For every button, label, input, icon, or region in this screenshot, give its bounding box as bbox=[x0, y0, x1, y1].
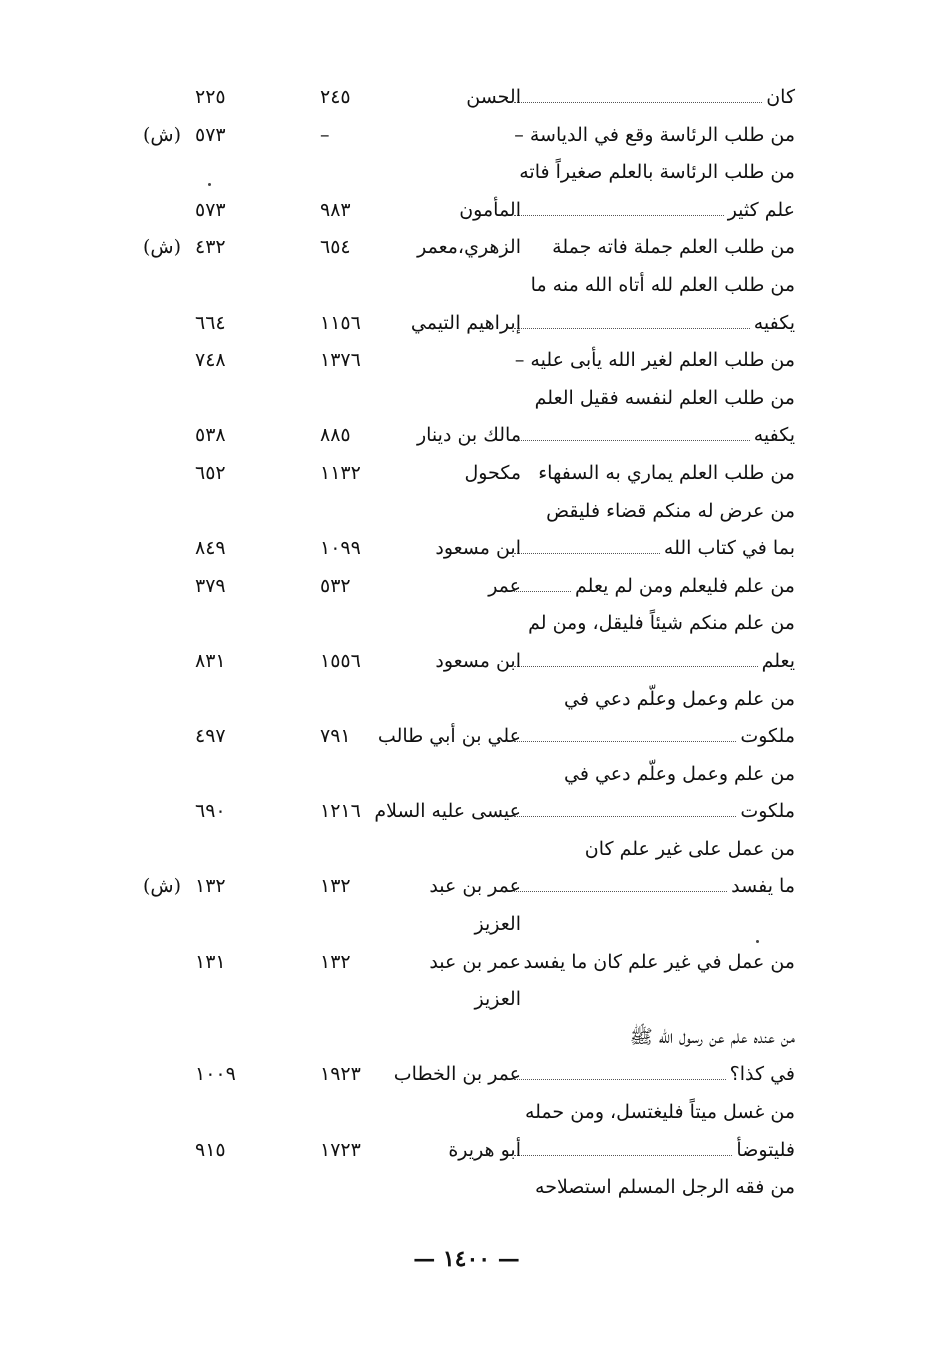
index-row bbox=[0, 719, 933, 757]
entry-phrase: من علم وعمل وعلّم دعي في bbox=[564, 687, 795, 710]
entry-number-primary: ٨٨٥ bbox=[320, 424, 351, 447]
entry-number-primary: ١٣٢ bbox=[320, 950, 351, 973]
entry-number-secondary: ٤٩٧ bbox=[195, 725, 226, 748]
entry-number-secondary: ٨٣١ bbox=[195, 649, 226, 672]
entry-phrase-text: بما في كتاب الله bbox=[663, 537, 795, 560]
entry-number-secondary: ٧٤٨ bbox=[195, 349, 226, 372]
entry-phrase-text: يكفيه bbox=[753, 311, 795, 334]
entry-number-secondary: ٣٧٩ bbox=[195, 574, 226, 597]
entry-phrase: من عرض له منكم قضاء فليقض bbox=[546, 499, 795, 522]
entry-phrase: من طلب الرئاسة وقع في الدياسة – bbox=[514, 123, 795, 146]
entry-number-secondary: ٦٩٠ bbox=[195, 800, 226, 823]
entry-number-secondary: ٢٢٥ bbox=[195, 86, 226, 108]
entry-phrase: من عمل على غير علم كان bbox=[584, 837, 795, 860]
entry-phrase-text: ما يفسد bbox=[731, 875, 795, 898]
entry-phrase bbox=[510, 1137, 795, 1163]
entry-phrase bbox=[510, 422, 795, 448]
entry-number-secondary: ٥٧٣ bbox=[195, 123, 226, 146]
entry-phrase: من طلب العلم لنفسه فقيل العلم bbox=[534, 386, 795, 409]
entry-phrase bbox=[510, 723, 795, 749]
index-row bbox=[0, 456, 933, 494]
page-speck bbox=[756, 940, 759, 943]
entry-phrase bbox=[510, 873, 795, 899]
index-entries bbox=[0, 80, 933, 1208]
entry-narrator: عمر بن الخطاب bbox=[393, 1063, 521, 1086]
entry-number-primary: ٦٥٤ bbox=[320, 236, 351, 259]
dotted-leader bbox=[514, 875, 727, 892]
entry-phrase bbox=[510, 1061, 795, 1087]
entry-number-secondary: ٦٦٤ bbox=[195, 311, 226, 334]
entry-phrase-text: ملكوت bbox=[740, 800, 795, 823]
entry-phrase-text: يكفيه bbox=[753, 424, 795, 447]
index-row bbox=[0, 1170, 933, 1208]
entry-number-secondary: ٦٥٢ bbox=[195, 461, 226, 484]
entry-number-primary: ١٣٧٦ bbox=[320, 349, 361, 372]
index-row bbox=[0, 1057, 933, 1095]
index-row bbox=[0, 80, 933, 118]
page-number: — ١٤٠٠ — bbox=[413, 1246, 520, 1272]
entry-phrase-text: علم كثير bbox=[727, 198, 795, 221]
index-row bbox=[0, 155, 933, 193]
entry-phrase-text: يعلم bbox=[761, 649, 795, 672]
entry-number-secondary: ٨٤٩ bbox=[195, 537, 226, 560]
dotted-leader bbox=[514, 86, 762, 103]
entry-number-primary: ٧٩١ bbox=[320, 725, 351, 748]
entry-phrase: من طلب الرئاسة بالعلم صغيراً فاته bbox=[519, 161, 795, 184]
entry-phrase: من فقه الرجل المسلم استصلاحه bbox=[535, 1176, 795, 1199]
entry-phrase: من عمل في غير علم كان ما يفسد bbox=[523, 950, 795, 973]
entry-number-secondary: ٤٣٢ bbox=[195, 236, 226, 259]
entry-phrase bbox=[510, 310, 795, 336]
entry-phrase bbox=[510, 535, 795, 561]
entry-phrase: من غسل ميتاً فليغتسل، ومن حمله bbox=[524, 1101, 795, 1124]
entry-number-secondary: ١٣١ bbox=[195, 950, 226, 973]
index-row bbox=[0, 832, 933, 870]
index-row bbox=[0, 982, 933, 1020]
entry-phrase bbox=[510, 648, 795, 674]
entry-phrase: من علم منكم شيئاً فليقل، ومن لم bbox=[528, 612, 795, 635]
index-row bbox=[0, 1133, 933, 1171]
entry-number-primary: ١٧٢٣ bbox=[320, 1138, 361, 1161]
dotted-leader bbox=[514, 1139, 732, 1156]
index-row bbox=[0, 1095, 933, 1133]
index-row bbox=[0, 644, 933, 682]
entry-number-primary: ٢٤٥ bbox=[320, 86, 351, 108]
entry-narrator: مكحول bbox=[464, 461, 521, 484]
index-row bbox=[0, 494, 933, 532]
entry-number-secondary: ١٠٠٩ bbox=[195, 1063, 236, 1086]
dotted-leader bbox=[514, 800, 736, 817]
index-row bbox=[0, 381, 933, 419]
entry-phrase: من طلب العلم يماري به السفهاء bbox=[538, 461, 795, 484]
index-row bbox=[0, 606, 933, 644]
entry-phrase bbox=[510, 573, 795, 599]
entry-narrator: الحسن bbox=[466, 86, 521, 108]
entry-phrase: من طلب العلم جملة فاته جملة bbox=[552, 236, 795, 259]
index-row bbox=[0, 230, 933, 268]
entry-phrase-text: في كذا؟ bbox=[729, 1063, 795, 1086]
entry-phrase: من علم وعمل وعلّم دعي في bbox=[564, 762, 795, 785]
entry-mark: (ش) bbox=[143, 123, 182, 146]
entry-phrase bbox=[510, 84, 795, 110]
entry-narrator: أبو هريرة bbox=[448, 1138, 521, 1161]
entry-narrator: علي بن أبي طالب bbox=[377, 725, 521, 748]
entry-narrator: عمر بن عبد bbox=[429, 950, 521, 973]
entry-number-primary: ٩٨٣ bbox=[320, 198, 351, 221]
index-row bbox=[0, 682, 933, 720]
entry-narrator: ابن مسعود bbox=[435, 649, 521, 672]
entry-number-primary: ١٢١٦ bbox=[320, 800, 361, 823]
index-row bbox=[0, 1020, 933, 1058]
index-row bbox=[0, 907, 933, 945]
index-row bbox=[0, 118, 933, 156]
dotted-leader bbox=[514, 725, 736, 742]
index-row bbox=[0, 794, 933, 832]
entry-number-secondary: ٥٧٣ bbox=[195, 198, 226, 221]
index-row bbox=[0, 757, 933, 795]
entry-narrator: ابن مسعود bbox=[435, 537, 521, 560]
index-row bbox=[0, 945, 933, 983]
entry-narrator: العزيز bbox=[474, 988, 521, 1011]
dotted-leader bbox=[514, 537, 660, 554]
entry-number-primary: ١١٣٢ bbox=[320, 461, 361, 484]
dotted-leader bbox=[514, 650, 758, 667]
entry-number-primary: ١٣٢ bbox=[320, 875, 351, 898]
entry-number-primary: ١١٥٦ bbox=[320, 311, 361, 334]
entry-number-secondary: ١٣٢ bbox=[195, 875, 226, 898]
dotted-leader bbox=[514, 1063, 726, 1080]
entry-number-primary: ١٥٥٦ bbox=[320, 649, 361, 672]
entry-narrator: عيسى عليه السلام bbox=[374, 800, 521, 823]
index-row bbox=[0, 418, 933, 456]
index-row bbox=[0, 569, 933, 607]
entry-phrase: من طلب العلم لغير الله يأبى عليه – bbox=[514, 349, 795, 372]
entry-phrase bbox=[510, 197, 795, 223]
dotted-leader bbox=[514, 424, 750, 441]
dotted-leader bbox=[514, 575, 571, 592]
entry-narrator: عمر bbox=[488, 574, 521, 597]
entry-phrase: من طلب العلم لله أتاه الله منه ما bbox=[530, 273, 795, 296]
entry-phrase-text: من علم فليعلم ومن لم يعلم bbox=[575, 574, 795, 597]
entry-phrase: من عنده علم عن رسول الله ﷺ bbox=[629, 1025, 795, 1048]
entry-mark: (ش) bbox=[143, 875, 182, 898]
entry-narrator: الزهري،معمر bbox=[417, 236, 521, 259]
index-row bbox=[0, 193, 933, 231]
dotted-leader bbox=[514, 312, 750, 329]
entry-number-secondary: ٩١٥ bbox=[195, 1138, 226, 1161]
index-row bbox=[0, 869, 933, 907]
entry-narrator: المأمون bbox=[459, 198, 521, 221]
entry-phrase-text: ملكوت bbox=[740, 725, 795, 748]
entry-number-primary: ١٠٩٩ bbox=[320, 537, 361, 560]
entry-number-primary: ٥٣٢ bbox=[320, 574, 351, 597]
entry-narrator: إبراهيم التيمي bbox=[410, 311, 521, 334]
dotted-leader bbox=[514, 199, 724, 216]
entry-narrator: العزيز bbox=[474, 913, 521, 936]
index-row bbox=[0, 531, 933, 569]
entry-phrase bbox=[510, 798, 795, 824]
index-row bbox=[0, 343, 933, 381]
entry-mark: (ش) bbox=[143, 236, 182, 259]
index-row bbox=[0, 268, 933, 306]
entry-number-primary: – bbox=[320, 123, 330, 146]
entry-narrator: عمر بن عبد bbox=[429, 875, 521, 898]
entry-phrase-text: كان bbox=[766, 86, 795, 108]
entry-number-primary: ١٩٢٣ bbox=[320, 1063, 361, 1086]
page-speck bbox=[208, 183, 211, 186]
entry-phrase-text: فليتوضأ bbox=[736, 1138, 795, 1161]
entry-narrator: مالك بن دينار bbox=[416, 424, 521, 447]
entry-number-secondary: ٥٣٨ bbox=[195, 424, 226, 447]
index-row bbox=[0, 306, 933, 344]
